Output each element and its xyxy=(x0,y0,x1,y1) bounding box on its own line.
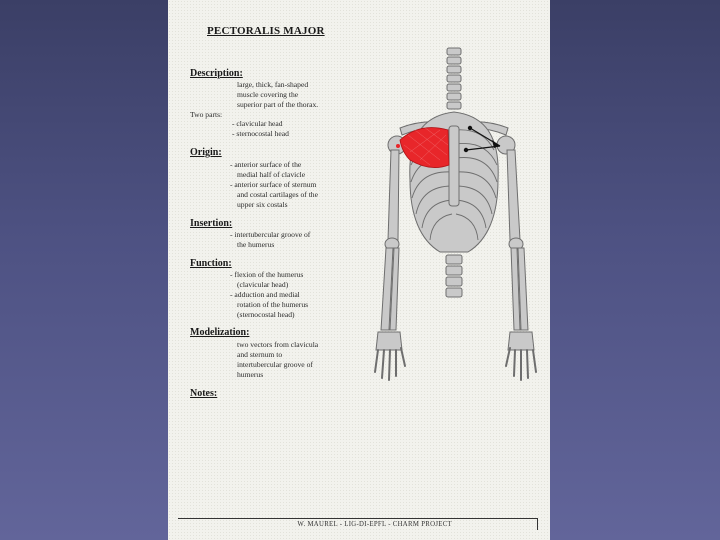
description-subline: - sternocostal head xyxy=(232,129,289,138)
description-line: large, thick, fan-shaped xyxy=(237,80,309,89)
origin-line: and costal cartilages of the xyxy=(237,190,318,199)
modelization-heading: Modelization: xyxy=(190,327,250,338)
description-heading: Description: xyxy=(190,68,243,79)
finger xyxy=(533,350,536,372)
vertebra xyxy=(446,255,462,264)
vertebra xyxy=(446,277,462,286)
finger xyxy=(506,348,510,366)
origin-line: - anterior surface of the xyxy=(230,160,302,169)
function-line: (clavicular head) xyxy=(237,280,289,289)
modelization-line: two vectors from clavicula xyxy=(237,340,319,349)
humerus-right xyxy=(388,150,399,240)
finger xyxy=(389,350,390,380)
finger xyxy=(375,350,378,372)
finger xyxy=(514,350,515,376)
finger xyxy=(527,350,528,378)
footer xyxy=(178,518,538,530)
modelization-line: humerus xyxy=(237,370,264,379)
origin-line: - anterior surface of sternum xyxy=(230,180,317,189)
insertion-line: the humerus xyxy=(237,240,275,249)
function-line: - flexion of the humerus xyxy=(230,270,304,279)
sternum xyxy=(449,126,459,206)
description-line: superior part of the thorax. xyxy=(237,100,319,109)
description-line: muscle covering the xyxy=(237,90,299,99)
description-subline: - clavicular head xyxy=(232,119,283,128)
finger xyxy=(382,350,384,378)
vector-origin-dot xyxy=(464,148,468,152)
insertion-dot xyxy=(396,144,400,148)
origin-line: upper six costals xyxy=(237,200,288,209)
footer-credit: W. MAUREL - LIG-DI-EPFL - CHARM PROJECT xyxy=(297,521,452,528)
notes-heading: Notes: xyxy=(190,388,218,399)
vertebra xyxy=(447,84,461,91)
function-line: - adduction and medial xyxy=(230,290,300,299)
origin-heading: Origin: xyxy=(190,147,222,158)
modelization-line: and sternum to xyxy=(237,350,283,359)
vector-origin-dot xyxy=(468,126,472,130)
hand-left xyxy=(508,332,534,350)
vertebra xyxy=(447,66,461,73)
function-heading: Function: xyxy=(190,258,232,269)
finger xyxy=(401,348,405,366)
vertebra xyxy=(447,75,461,82)
vertebra xyxy=(446,266,462,275)
vertebra xyxy=(447,93,461,100)
hand-right xyxy=(376,332,402,350)
page-title: PECTORALIS MAJOR xyxy=(207,25,325,37)
function-line: rotation of the humerus xyxy=(237,300,309,309)
vertebra xyxy=(447,57,461,64)
function-line: (sternocostal head) xyxy=(237,310,295,319)
insertion-heading: Insertion: xyxy=(190,218,233,229)
vertebra xyxy=(447,102,461,109)
insertion-line: - intertubercular groove of xyxy=(230,230,311,239)
humerus-left xyxy=(507,150,520,240)
two-parts-label: Two parts: xyxy=(190,110,223,119)
modelization-line: intertubercular groove of xyxy=(237,360,313,369)
vertebra xyxy=(447,48,461,55)
origin-line: medial half of clavicle xyxy=(237,170,306,179)
vertebra xyxy=(446,288,462,297)
